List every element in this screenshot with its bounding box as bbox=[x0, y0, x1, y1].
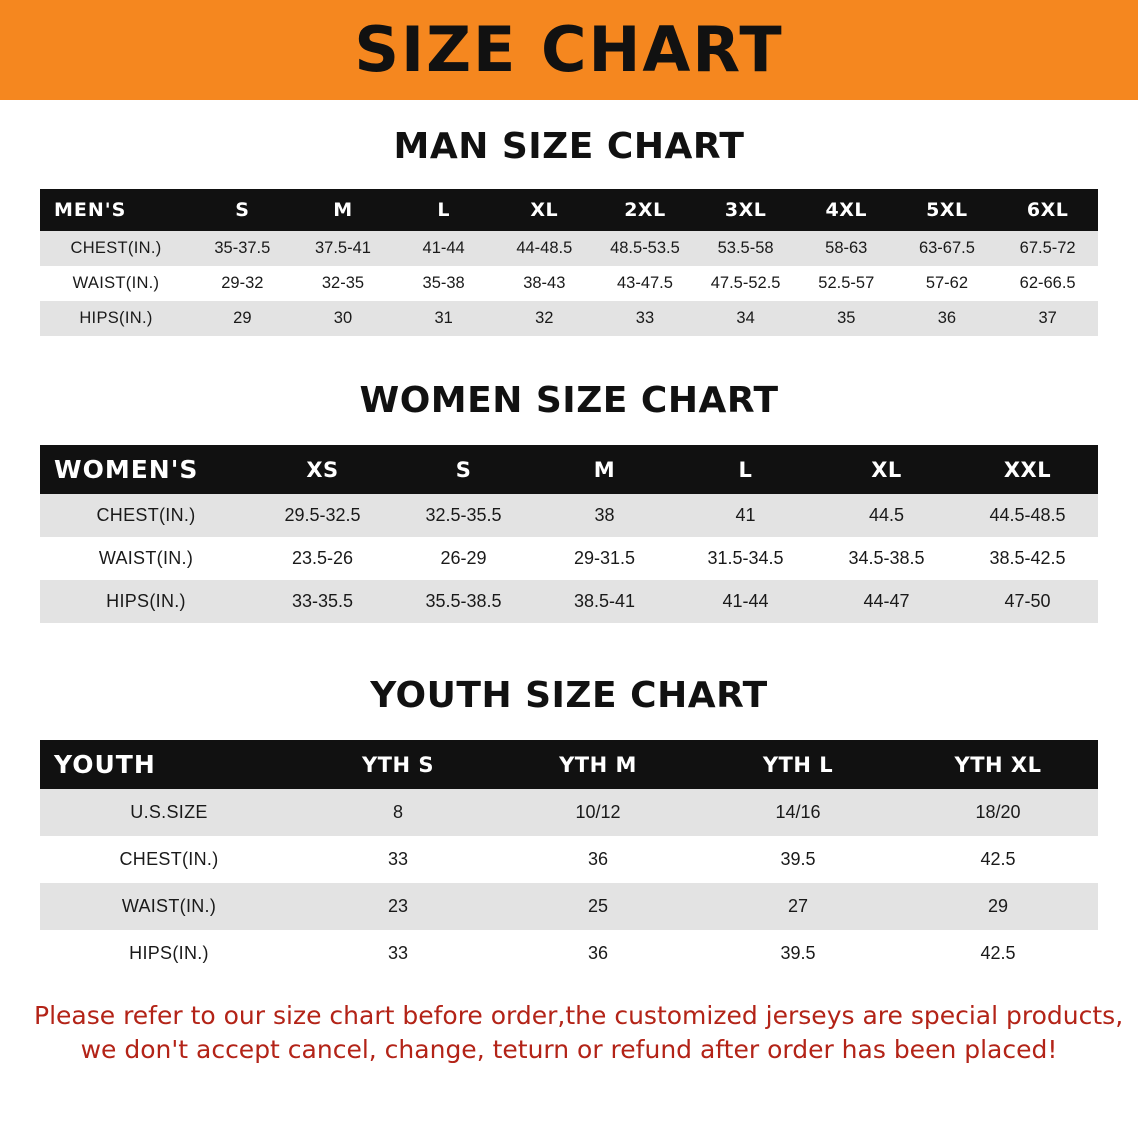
youth-size-header: YTH M bbox=[498, 740, 698, 789]
youth-corner-header: YOUTH bbox=[40, 740, 298, 789]
table-cell: 47-50 bbox=[957, 580, 1098, 623]
table-cell: 47.5-52.5 bbox=[695, 266, 796, 301]
youth-size-header: YTH L bbox=[698, 740, 898, 789]
table-cell: 39.5 bbox=[698, 836, 898, 883]
women-size-header: S bbox=[393, 445, 534, 494]
table-cell: 41-44 bbox=[393, 231, 494, 266]
table-cell: 31.5-34.5 bbox=[675, 537, 816, 580]
man-table-body bbox=[40, 231, 1098, 336]
women-size-header: XS bbox=[252, 445, 393, 494]
table-cell: 23.5-26 bbox=[252, 537, 393, 580]
table-cell: 32-35 bbox=[293, 266, 394, 301]
row-label: HIPS(IN.) bbox=[40, 580, 252, 623]
youth-size-header: YTH S bbox=[298, 740, 498, 789]
row-label: HIPS(IN.) bbox=[40, 301, 192, 336]
man-size-header: 5XL bbox=[897, 189, 998, 231]
table-cell: 33 bbox=[595, 301, 696, 336]
table-cell: 23 bbox=[298, 883, 498, 930]
table-cell: 33-35.5 bbox=[252, 580, 393, 623]
women-size-table bbox=[40, 445, 1098, 623]
table-cell: 37.5-41 bbox=[293, 231, 394, 266]
man-size-header: S bbox=[192, 189, 293, 231]
women-section-heading: WOMEN SIZE CHART bbox=[359, 380, 779, 421]
table-cell: 29-32 bbox=[192, 266, 293, 301]
row-label: CHEST(IN.) bbox=[40, 494, 252, 537]
youth-header-row bbox=[40, 740, 1098, 789]
table-row bbox=[40, 494, 1098, 537]
table-cell: 29-31.5 bbox=[534, 537, 675, 580]
man-size-header: L bbox=[393, 189, 494, 231]
table-cell: 36 bbox=[498, 930, 698, 977]
table-row bbox=[40, 883, 1098, 930]
table-cell: 44-47 bbox=[816, 580, 957, 623]
table-cell: 30 bbox=[293, 301, 394, 336]
youth-table-wrap bbox=[0, 740, 1138, 977]
man-size-table bbox=[40, 189, 1098, 336]
table-cell: 34 bbox=[695, 301, 796, 336]
table-cell: 35-38 bbox=[393, 266, 494, 301]
disclaimer-line-2: we don't accept cancel, change, teturn or refund after order has been placed! bbox=[80, 1034, 1058, 1064]
women-table-head bbox=[40, 445, 1098, 494]
man-corner-header: MEN'S bbox=[40, 189, 192, 231]
table-row bbox=[40, 789, 1098, 836]
table-cell: 34.5-38.5 bbox=[816, 537, 957, 580]
table-cell: 25 bbox=[498, 883, 698, 930]
table-row bbox=[40, 930, 1098, 977]
table-cell: 67.5-72 bbox=[997, 231, 1098, 266]
row-label: WAIST(IN.) bbox=[40, 537, 252, 580]
women-header-row bbox=[40, 445, 1098, 494]
table-cell: 52.5-57 bbox=[796, 266, 897, 301]
row-label: U.S.SIZE bbox=[40, 789, 298, 836]
table-row bbox=[40, 580, 1098, 623]
women-size-header: XL bbox=[816, 445, 957, 494]
man-size-header: M bbox=[293, 189, 394, 231]
table-row bbox=[40, 537, 1098, 580]
youth-size-header: YTH XL bbox=[898, 740, 1098, 789]
table-row bbox=[40, 836, 1098, 883]
row-label: CHEST(IN.) bbox=[40, 231, 192, 266]
women-corner-header: WOMEN'S bbox=[40, 445, 252, 494]
row-label: HIPS(IN.) bbox=[40, 930, 298, 977]
table-cell: 58-63 bbox=[796, 231, 897, 266]
table-cell: 36 bbox=[897, 301, 998, 336]
women-size-header: XXL bbox=[957, 445, 1098, 494]
table-cell: 14/16 bbox=[698, 789, 898, 836]
table-cell: 33 bbox=[298, 836, 498, 883]
table-cell: 35-37.5 bbox=[192, 231, 293, 266]
row-label: WAIST(IN.) bbox=[40, 266, 192, 301]
man-header-row bbox=[40, 189, 1098, 231]
table-cell: 8 bbox=[298, 789, 498, 836]
table-cell: 18/20 bbox=[898, 789, 1098, 836]
man-size-header: 4XL bbox=[796, 189, 897, 231]
table-cell: 32.5-35.5 bbox=[393, 494, 534, 537]
table-cell: 44.5 bbox=[816, 494, 957, 537]
man-size-header: 2XL bbox=[595, 189, 696, 231]
row-label: WAIST(IN.) bbox=[40, 883, 298, 930]
table-row bbox=[40, 231, 1098, 266]
table-cell: 31 bbox=[393, 301, 494, 336]
table-cell: 41 bbox=[675, 494, 816, 537]
table-cell: 39.5 bbox=[698, 930, 898, 977]
table-cell: 35 bbox=[796, 301, 897, 336]
table-cell: 41-44 bbox=[675, 580, 816, 623]
table-row bbox=[40, 266, 1098, 301]
youth-size-table bbox=[40, 740, 1098, 977]
table-cell: 29 bbox=[192, 301, 293, 336]
man-size-header: 3XL bbox=[695, 189, 796, 231]
page-banner bbox=[0, 0, 1138, 100]
table-cell: 33 bbox=[298, 930, 498, 977]
man-size-header: 6XL bbox=[997, 189, 1098, 231]
table-cell: 32 bbox=[494, 301, 595, 336]
table-cell: 29.5-32.5 bbox=[252, 494, 393, 537]
table-row bbox=[40, 301, 1098, 336]
man-table-head bbox=[40, 189, 1098, 231]
table-cell: 29 bbox=[898, 883, 1098, 930]
women-size-header: M bbox=[534, 445, 675, 494]
table-cell: 38-43 bbox=[494, 266, 595, 301]
table-cell: 63-67.5 bbox=[897, 231, 998, 266]
table-cell: 43-47.5 bbox=[595, 266, 696, 301]
table-cell: 35.5-38.5 bbox=[393, 580, 534, 623]
table-cell: 44.5-48.5 bbox=[957, 494, 1098, 537]
disclaimer-note bbox=[34, 999, 1124, 1067]
row-label: CHEST(IN.) bbox=[40, 836, 298, 883]
youth-section-heading: YOUTH SIZE CHART bbox=[370, 675, 768, 716]
table-cell: 37 bbox=[997, 301, 1098, 336]
man-size-header: XL bbox=[494, 189, 595, 231]
table-cell: 42.5 bbox=[898, 836, 1098, 883]
table-cell: 38.5-42.5 bbox=[957, 537, 1098, 580]
table-cell: 38 bbox=[534, 494, 675, 537]
table-cell: 36 bbox=[498, 836, 698, 883]
table-cell: 44-48.5 bbox=[494, 231, 595, 266]
youth-table-head bbox=[40, 740, 1098, 789]
table-cell: 57-62 bbox=[897, 266, 998, 301]
women-table-wrap bbox=[0, 445, 1138, 623]
table-cell: 42.5 bbox=[898, 930, 1098, 977]
page-title: SIZE CHART bbox=[354, 13, 784, 86]
man-table-wrap bbox=[0, 189, 1138, 336]
table-cell: 48.5-53.5 bbox=[595, 231, 696, 266]
women-size-header: L bbox=[675, 445, 816, 494]
youth-table-body bbox=[40, 789, 1098, 977]
table-cell: 10/12 bbox=[498, 789, 698, 836]
disclaimer-line-1: Please refer to our size chart before order,the customized jerseys are special products, bbox=[34, 1001, 1124, 1030]
man-section-heading: MAN SIZE CHART bbox=[393, 126, 745, 167]
table-cell: 27 bbox=[698, 883, 898, 930]
table-cell: 26-29 bbox=[393, 537, 534, 580]
table-cell: 38.5-41 bbox=[534, 580, 675, 623]
women-table-body bbox=[40, 494, 1098, 623]
table-cell: 62-66.5 bbox=[997, 266, 1098, 301]
table-cell: 53.5-58 bbox=[695, 231, 796, 266]
